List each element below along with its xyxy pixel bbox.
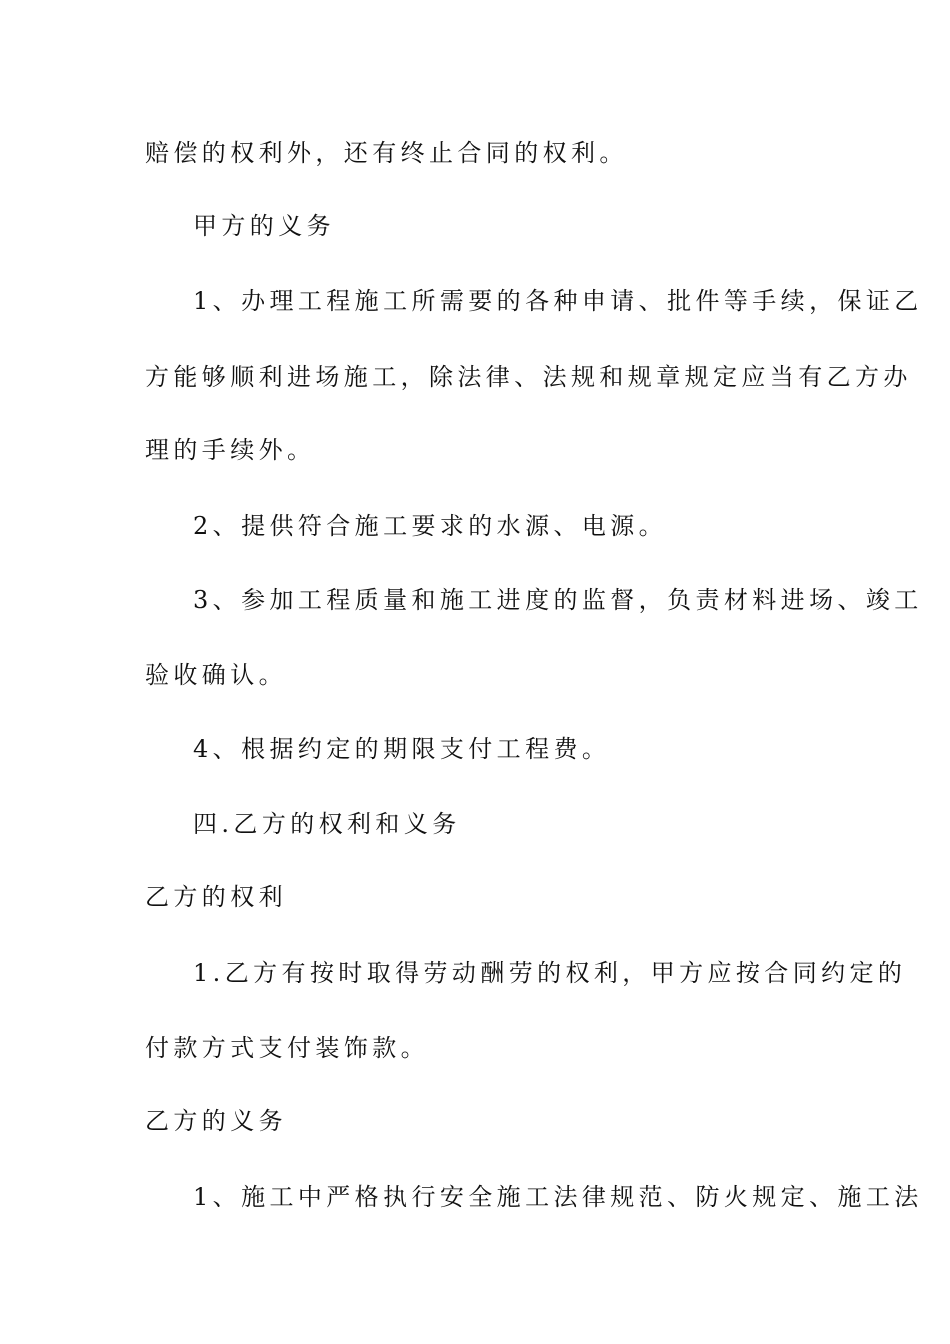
section-heading: 四.乙方的权利和义务 <box>193 810 461 838</box>
paragraph-line: 2、提供符合施工要求的水源、电源。 <box>193 512 668 540</box>
paragraph-line: 4、根据约定的期限支付工程费。 <box>193 735 611 763</box>
section-heading: 乙方的义务 <box>145 1107 287 1135</box>
paragraph-line: 赔偿的权利外，还有终止合同的权利。 <box>145 139 628 167</box>
paragraph-line: 1、施工中严格执行安全施工法律规范、防火规定、施工法 <box>193 1183 923 1211</box>
section-heading: 乙方的权利 <box>145 883 287 911</box>
paragraph-line: 方能够顺利进场施工，除法律、法规和规章规定应当有乙方办 <box>145 363 912 391</box>
section-heading: 甲方的义务 <box>193 212 335 240</box>
paragraph-line: 理的手续外。 <box>145 436 316 464</box>
paragraph-line: 1.乙方有按时取得劳动酬劳的权利，甲方应按合同约定的 <box>193 959 907 987</box>
paragraph-line: 3、参加工程质量和施工进度的监督，负责材料进场、竣工 <box>193 586 923 614</box>
paragraph-line: 付款方式支付装饰款。 <box>145 1034 429 1062</box>
paragraph-line: 验收确认。 <box>145 661 287 689</box>
paragraph-line: 1、办理工程施工所需要的各种申请、批件等手续，保证乙 <box>193 287 923 315</box>
